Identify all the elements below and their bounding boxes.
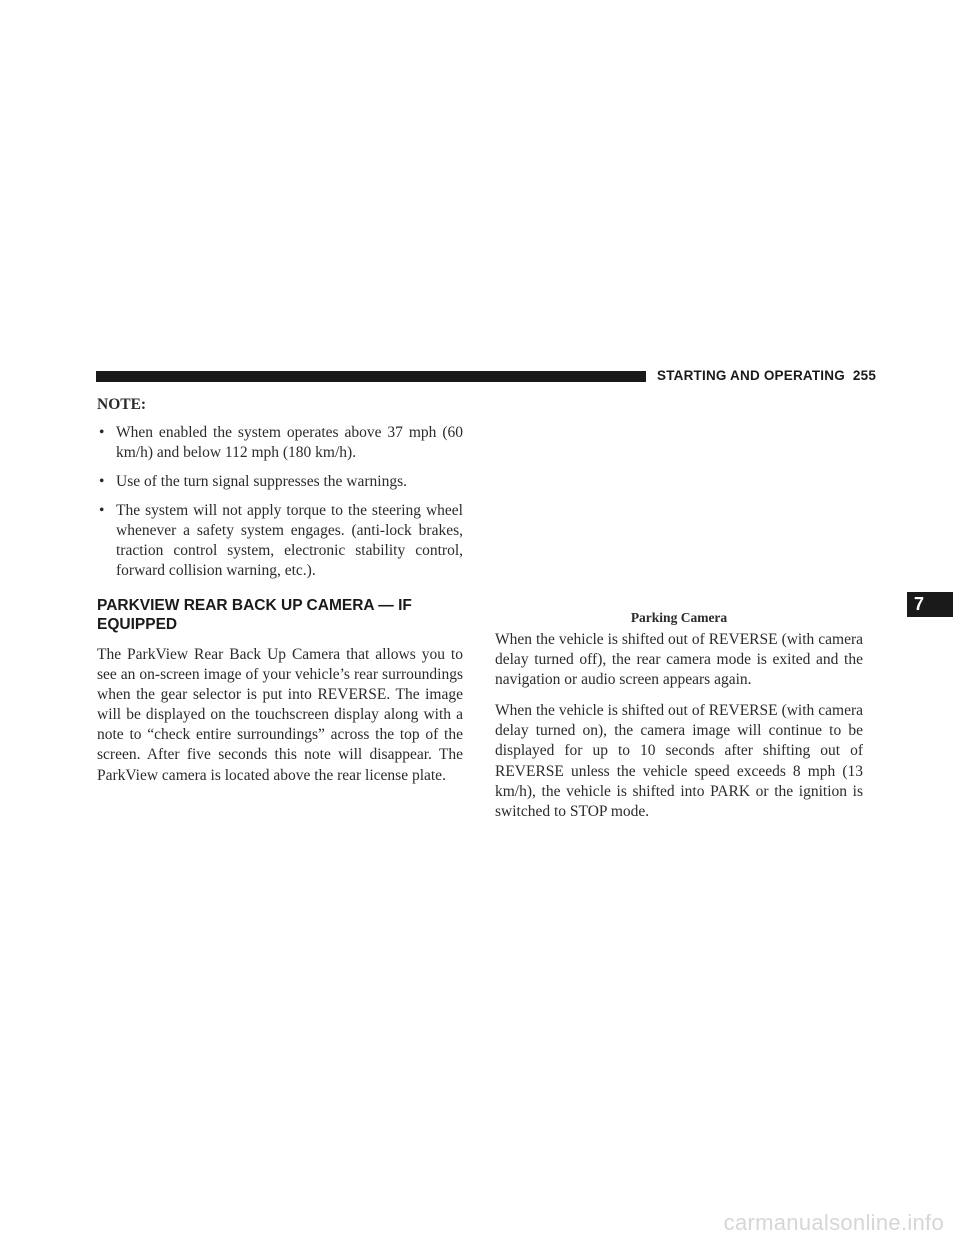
bullet-text: The system will not apply torque to the steering wheel whenever a safety system engages. (anti-lock brakes, traction control system, electronic stability control, forward collision warning, etc.).	[116, 502, 463, 579]
chapter-tab: 7	[907, 592, 953, 617]
running-header	[657, 368, 876, 383]
figure-caption: Parking Camera	[630, 610, 728, 625]
list-item	[97, 501, 463, 581]
right-column	[495, 630, 863, 833]
bullet-text: Use of the turn signal suppresses the warnings.	[116, 473, 408, 490]
body-paragraph: The ParkView Rear Back Up Camera that allows you to see an on-screen image of your vehicle’s rear surroundings when the gear selector is put into REVERSE. The image will be displayed on the touchscreen display along with a note to “check entire surroundings” across the top of the screen. After five seconds this note will disappear. The ParkView camera is located above the rear license plate.	[97, 646, 463, 784]
note-bullet-list	[97, 423, 463, 581]
list-item	[97, 423, 463, 463]
body-paragraph: When the vehicle is shifted out of REVERSE (with camera delay turned off), the rear camera mode is exited and the navigation or audio screen appears again.	[495, 631, 863, 689]
left-column	[97, 395, 463, 797]
header-rule	[96, 371, 646, 382]
header-section-title: STARTING AND OPERATING	[657, 368, 845, 383]
list-item	[97, 472, 463, 492]
bullet-text: When enabled the system operates above 37 mph (60 km/h) and below 112 mph (180 km/h).	[116, 424, 463, 461]
bullet-icon: •	[99, 502, 105, 519]
page-number: 255	[852, 368, 877, 383]
bullet-icon: •	[99, 473, 105, 490]
body-paragraph: When the vehicle is shifted out of REVERSE (with camera delay turned on), the camera image will continue to be displayed for up to 10 seconds after shifting out of REVERSE unless the vehicle speed exceeds 8 mph (13 km/h), the vehicle is shifted into PARK or the ignition is switched to STOP mode.	[495, 702, 863, 820]
watermark: carmanualsonline.info	[723, 1210, 944, 1235]
bullet-icon: •	[99, 424, 105, 441]
section-heading: PARKVIEW REAR BACK UP CAMERA — IF EQUIPPED	[97, 597, 412, 633]
note-label: NOTE:	[97, 396, 147, 413]
